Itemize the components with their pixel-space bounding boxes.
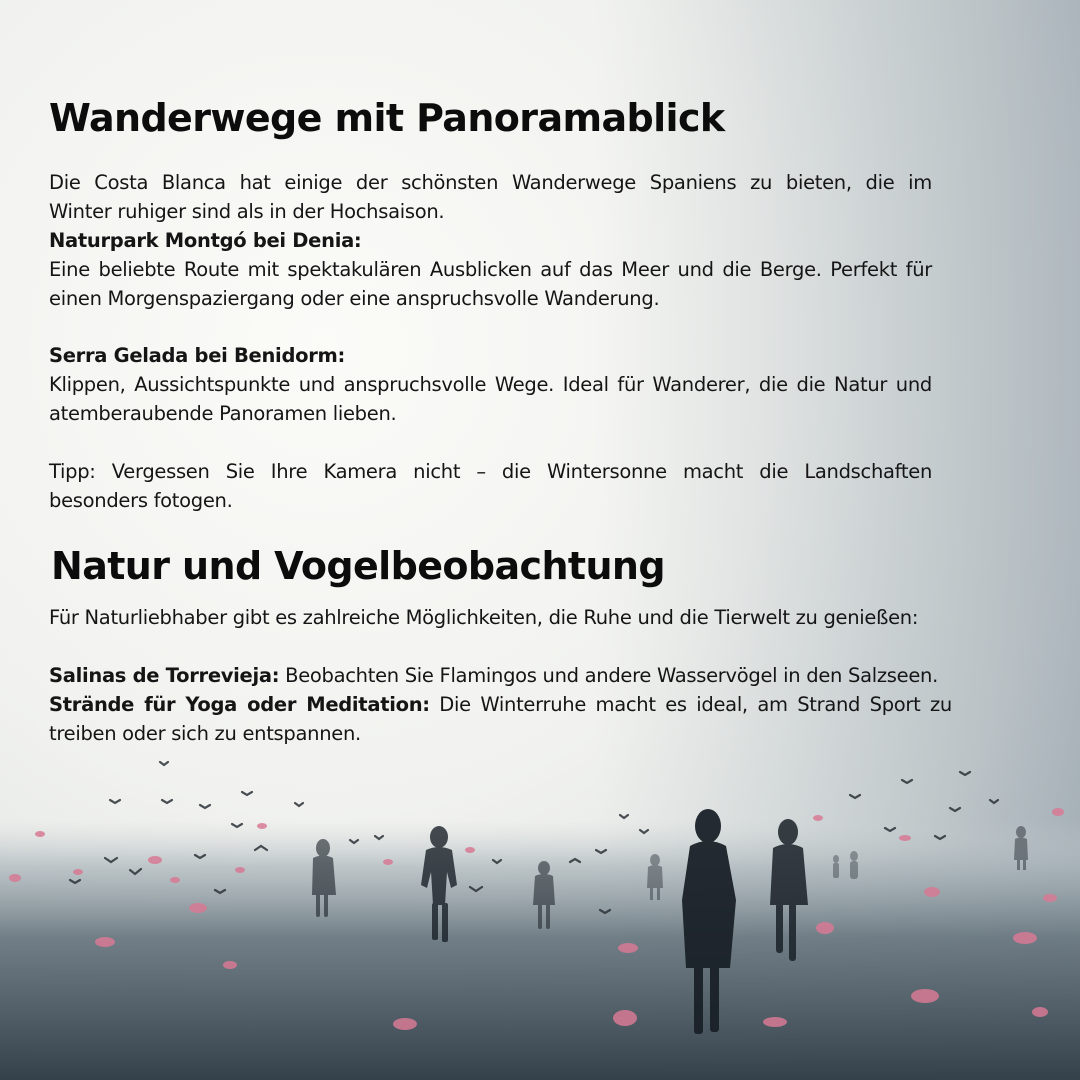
montgo-title: Naturpark Montgó bei Denia:: [49, 229, 362, 252]
gelada-title: Serra Gelada bei Benidorm:: [49, 344, 346, 367]
section-heading-natur: Natur und Vogelbeobachtung: [51, 544, 665, 588]
section-heading-wanderwege: Wanderwege mit Panoramablick: [49, 96, 725, 140]
tip-line-1: Tipp: Vergessen Sie Ihre Kamera nicht – die Wintersonne macht die Landschaften: [49, 460, 932, 483]
gelada-line-1: Klippen, Aussichtspunkte und anspruchsvolle Wege. Ideal für Wanderer, die die Natur und: [49, 373, 932, 396]
salinas-block: [49, 661, 949, 690]
straende-text: Die Winterruhe macht es ideal, am Strand Sport zu: [429, 693, 952, 716]
tip-paragraph: [49, 457, 932, 515]
montgo-line-2: einen Morgenspaziergang oder eine anspruchsvolle Wanderung.: [49, 287, 660, 310]
intro-line-2: Winter ruhiger sind als in der Hochsaison.: [49, 200, 445, 223]
salinas-text: Beobachten Sie Flamingos und andere Wasservögel in den Salzseen.: [279, 664, 938, 687]
salinas-line: [49, 661, 949, 690]
straende-title: Strände für Yoga oder Meditation:: [49, 693, 430, 716]
gelada-block: [49, 341, 932, 428]
gelada-line-2: atemberaubende Panoramen lieben.: [49, 402, 397, 425]
montgo-block: [49, 226, 932, 313]
straende-line-1: [49, 690, 952, 719]
montgo-line-1: Eine beliebte Route mit spektakulären Ausblicken auf das Meer und die Berge. Perfekt für: [49, 258, 932, 281]
tip-line-2: besonders fotogen.: [49, 489, 233, 512]
straende-block: [49, 690, 952, 748]
salinas-title: Salinas de Torrevieja:: [49, 664, 280, 687]
intro-line-1: Die Costa Blanca hat einige der schönsten Wanderwege Spaniens zu bieten, die im: [49, 171, 932, 194]
natur-intro: [49, 603, 949, 632]
intro-paragraph: [49, 168, 932, 226]
straende-line-2: treiben oder sich zu entspannen.: [49, 722, 361, 745]
natur-intro-line: Für Naturliebhaber gibt es zahlreiche Möglichkeiten, die Ruhe und die Tierwelt zu genießen:: [49, 606, 919, 629]
